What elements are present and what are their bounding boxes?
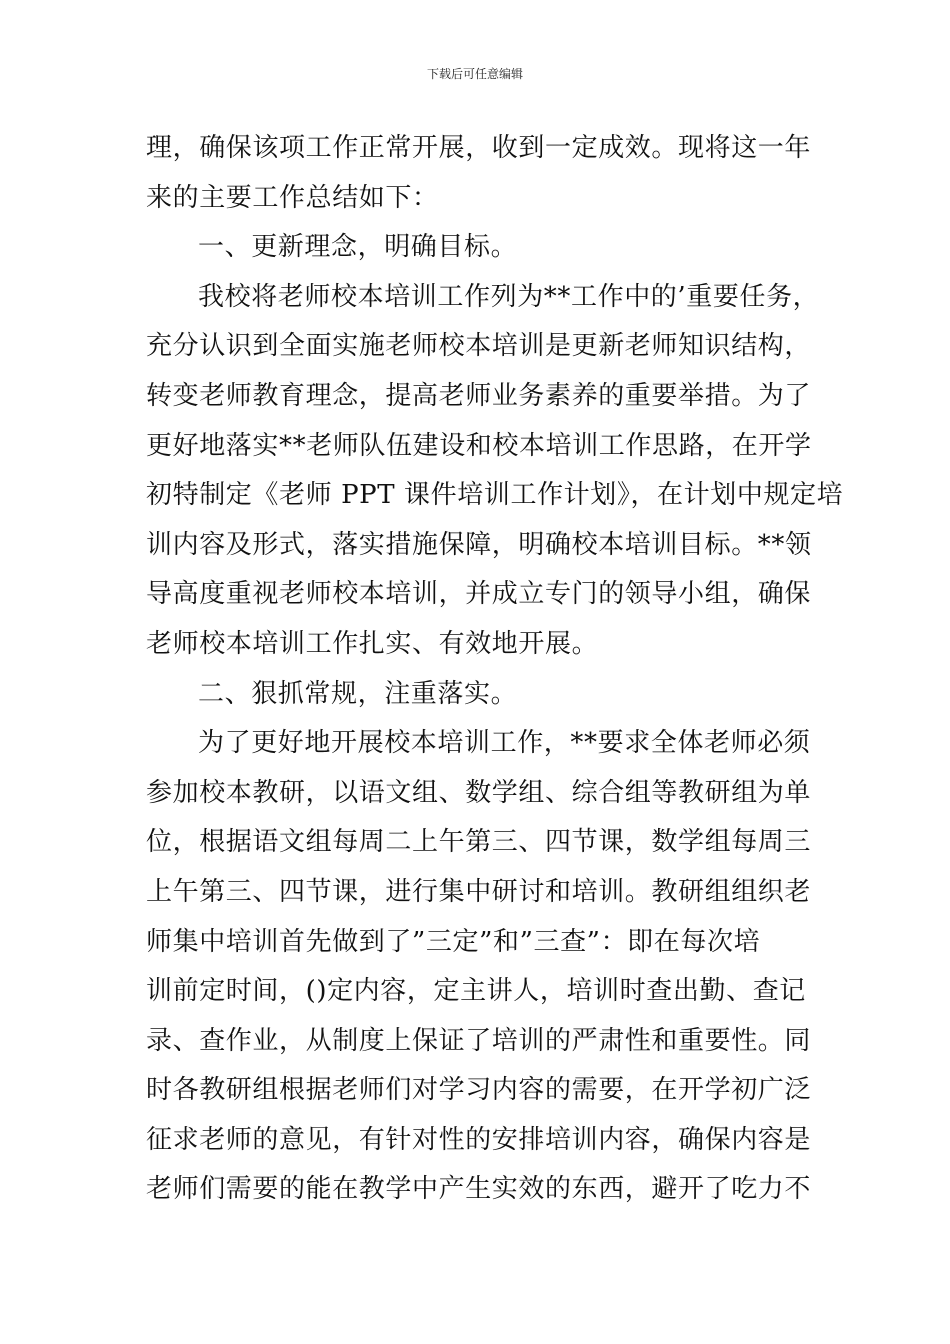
document-body [146,124,844,1215]
text-line: 导高度重视老师校本培训，并成立专门的领导小组，确保 [146,579,812,610]
text-line: 老师们需要的能在教学中产生实效的东西，避开了吃力不 [146,1174,812,1205]
text-line: 老师校本培训工作扎实、有效地开展。 [146,628,599,659]
text-line: 来的主要工作总结如下： [146,182,439,213]
text-line: 征求老师的意见，有针对性的安排培训内容，确保内容是 [146,1124,812,1155]
text-line: 上午第三、四节课，进行集中研讨和培训。教研组组织老 [146,876,812,907]
text-line: 充分认识到全面实施老师校本培训是更新老师知识结构， [146,331,812,362]
text-line: 更好地落实**老师队伍建设和校本培训工作思路，在开学 [146,430,812,461]
text-line: 时各教研组根据老师们对学习内容的需要，在开学初广泛 [146,1075,812,1106]
text-line: 我校将老师校本培训工作列为**工作中的’重要任务， [198,281,820,312]
text-line: 训内容及形式，落实措施保障，明确校本培训目标。**领 [146,529,812,560]
section-heading: 二、狠抓常规，注重落实。 [198,678,518,709]
text-line: 转变老师教育理念，提高老师业务素养的重要举措。为了 [146,380,812,411]
page-header: 下载后可任意编辑 [426,67,523,81]
text-line: 参加校本教研，以语文组、数学组、综合组等教研组为单 [146,777,812,808]
text-line: 为了更好地开展校本培训工作，**要求全体老师必须 [198,728,811,759]
text-line: 理，确保该项工作正常开展，收到一定成效。现将这一年 [146,133,812,163]
text-line: 录、查作业，从制度上保证了培训的严肃性和重要性。同 [146,1025,812,1056]
section-heading: 一、更新理念，明确目标。 [198,232,518,263]
text-line: 位，根据语文组每周二上午第三、四节课，数学组每周三 [146,827,812,858]
text-line: 训前定时间，()定内容，定主讲人，培训时查出勤、查记 [146,976,806,1007]
text-line: 师集中培训首先做到了”三定”和”三查”：即在每次培 [146,926,761,957]
text-line: 初特制定《老师 PPT 课件培训工作计划》，在计划中规定培 [146,480,844,511]
